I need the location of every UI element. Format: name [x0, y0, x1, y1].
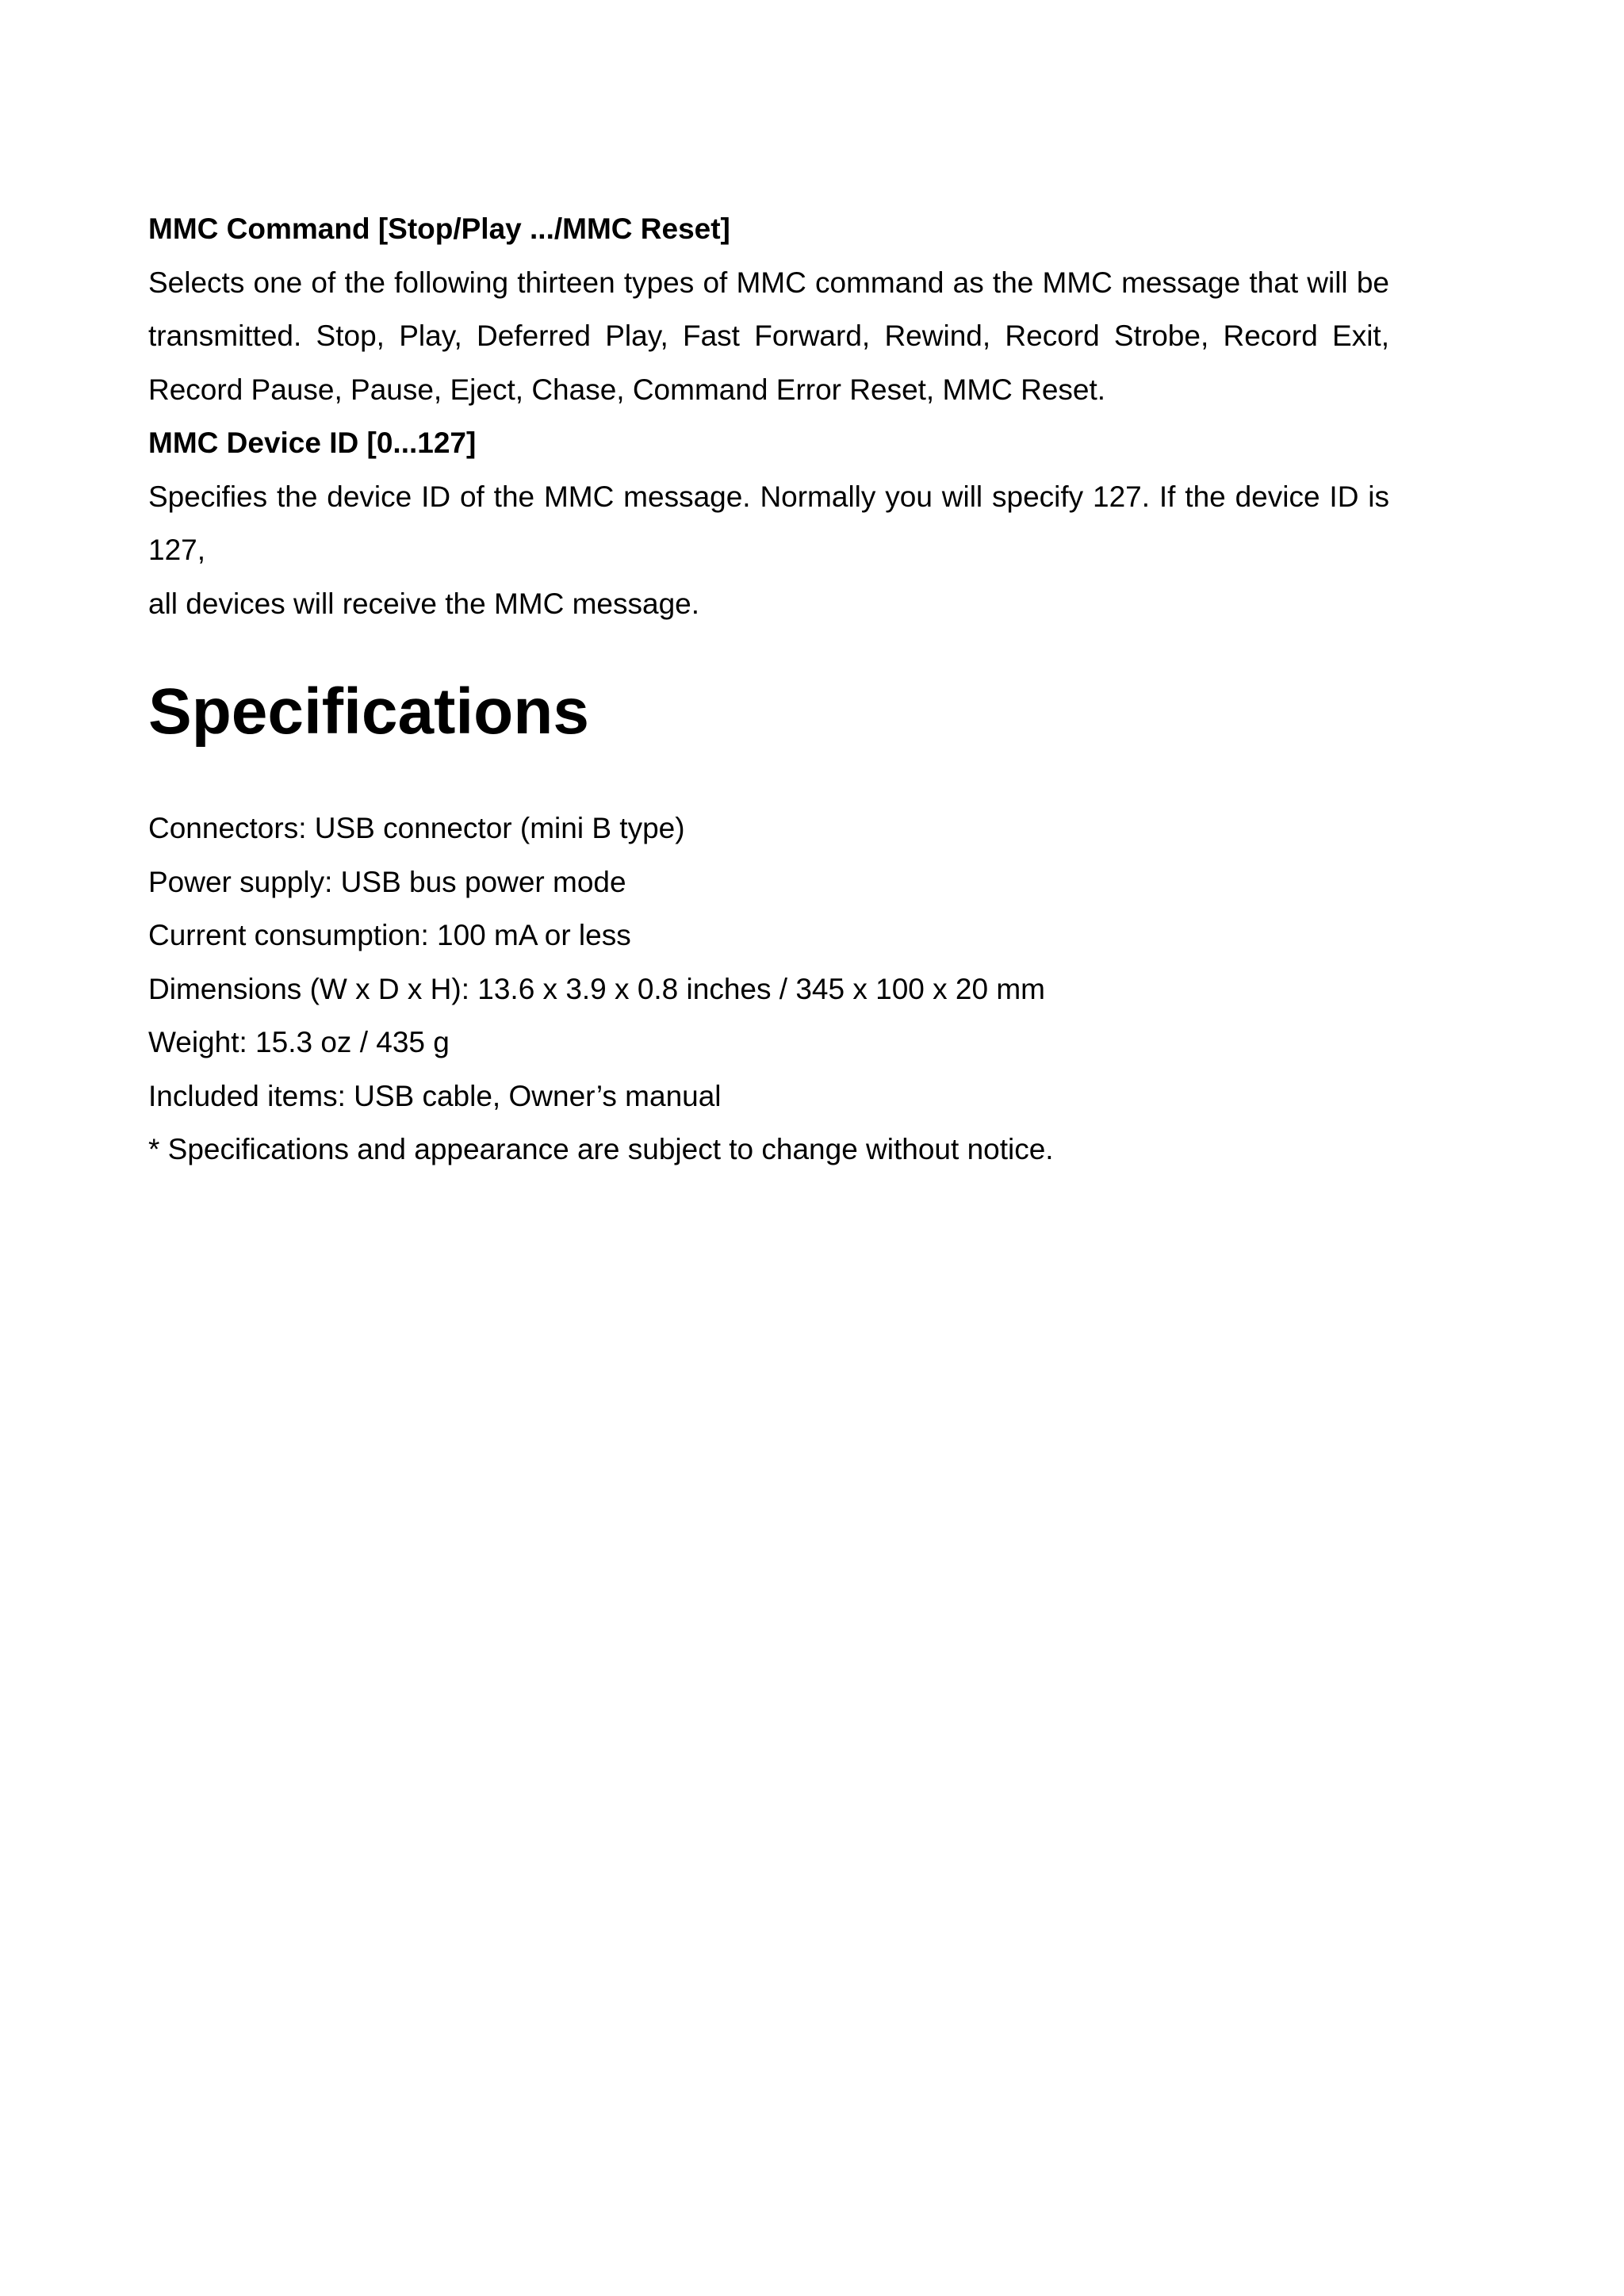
spec-item-power-supply: Power supply: USB bus power mode [148, 865, 626, 898]
mmc-device-id-description-line-2: all devices will receive the MMC message. [148, 587, 700, 620]
mmc-device-id-description-line-1: Specifies the device ID of the MMC message. Normally you will specify 127. If the device ID is 127, [148, 480, 1389, 566]
spec-item-connectors: Connectors: USB connector (mini B type) [148, 812, 685, 844]
mmc-command-description-line-2: transmitted. Stop, Play, Deferred Play, Fast Forward, Rewind, Record Strobe, Record Exit, [148, 320, 1389, 352]
spec-item-current-consumption: Current consumption: 100 mA or less [148, 919, 631, 951]
spec-item-dimensions: Dimensions (W x D x H): 13.6 x 3.9 x 0.8 inches / 345 x 100 x 20 mm [148, 972, 1045, 1005]
mmc-parameters-section [148, 202, 1389, 630]
mmc-device-id-heading: MMC Device ID [0...127] [148, 427, 477, 459]
spec-item-weight: Weight: 15.3 oz / 435 g [148, 1026, 450, 1058]
mmc-command-description-line-1: Selects one of the following thirteen types of MMC command as the MMC message that will be [148, 266, 1389, 299]
specifications-title: Specifications [148, 675, 589, 748]
spec-item-notice: * Specifications and appearance are subject to change without notice. [148, 1133, 1054, 1165]
mmc-command-heading: MMC Command [Stop/Play .../MMC Reset] [148, 212, 730, 245]
mmc-command-description-line-3: Record Pause, Pause, Eject, Chase, Command Error Reset, MMC Reset. [148, 373, 1106, 406]
spec-item-included-items: Included items: USB cable, Owner’s manual [148, 1079, 722, 1112]
specifications-list [148, 802, 1389, 1177]
